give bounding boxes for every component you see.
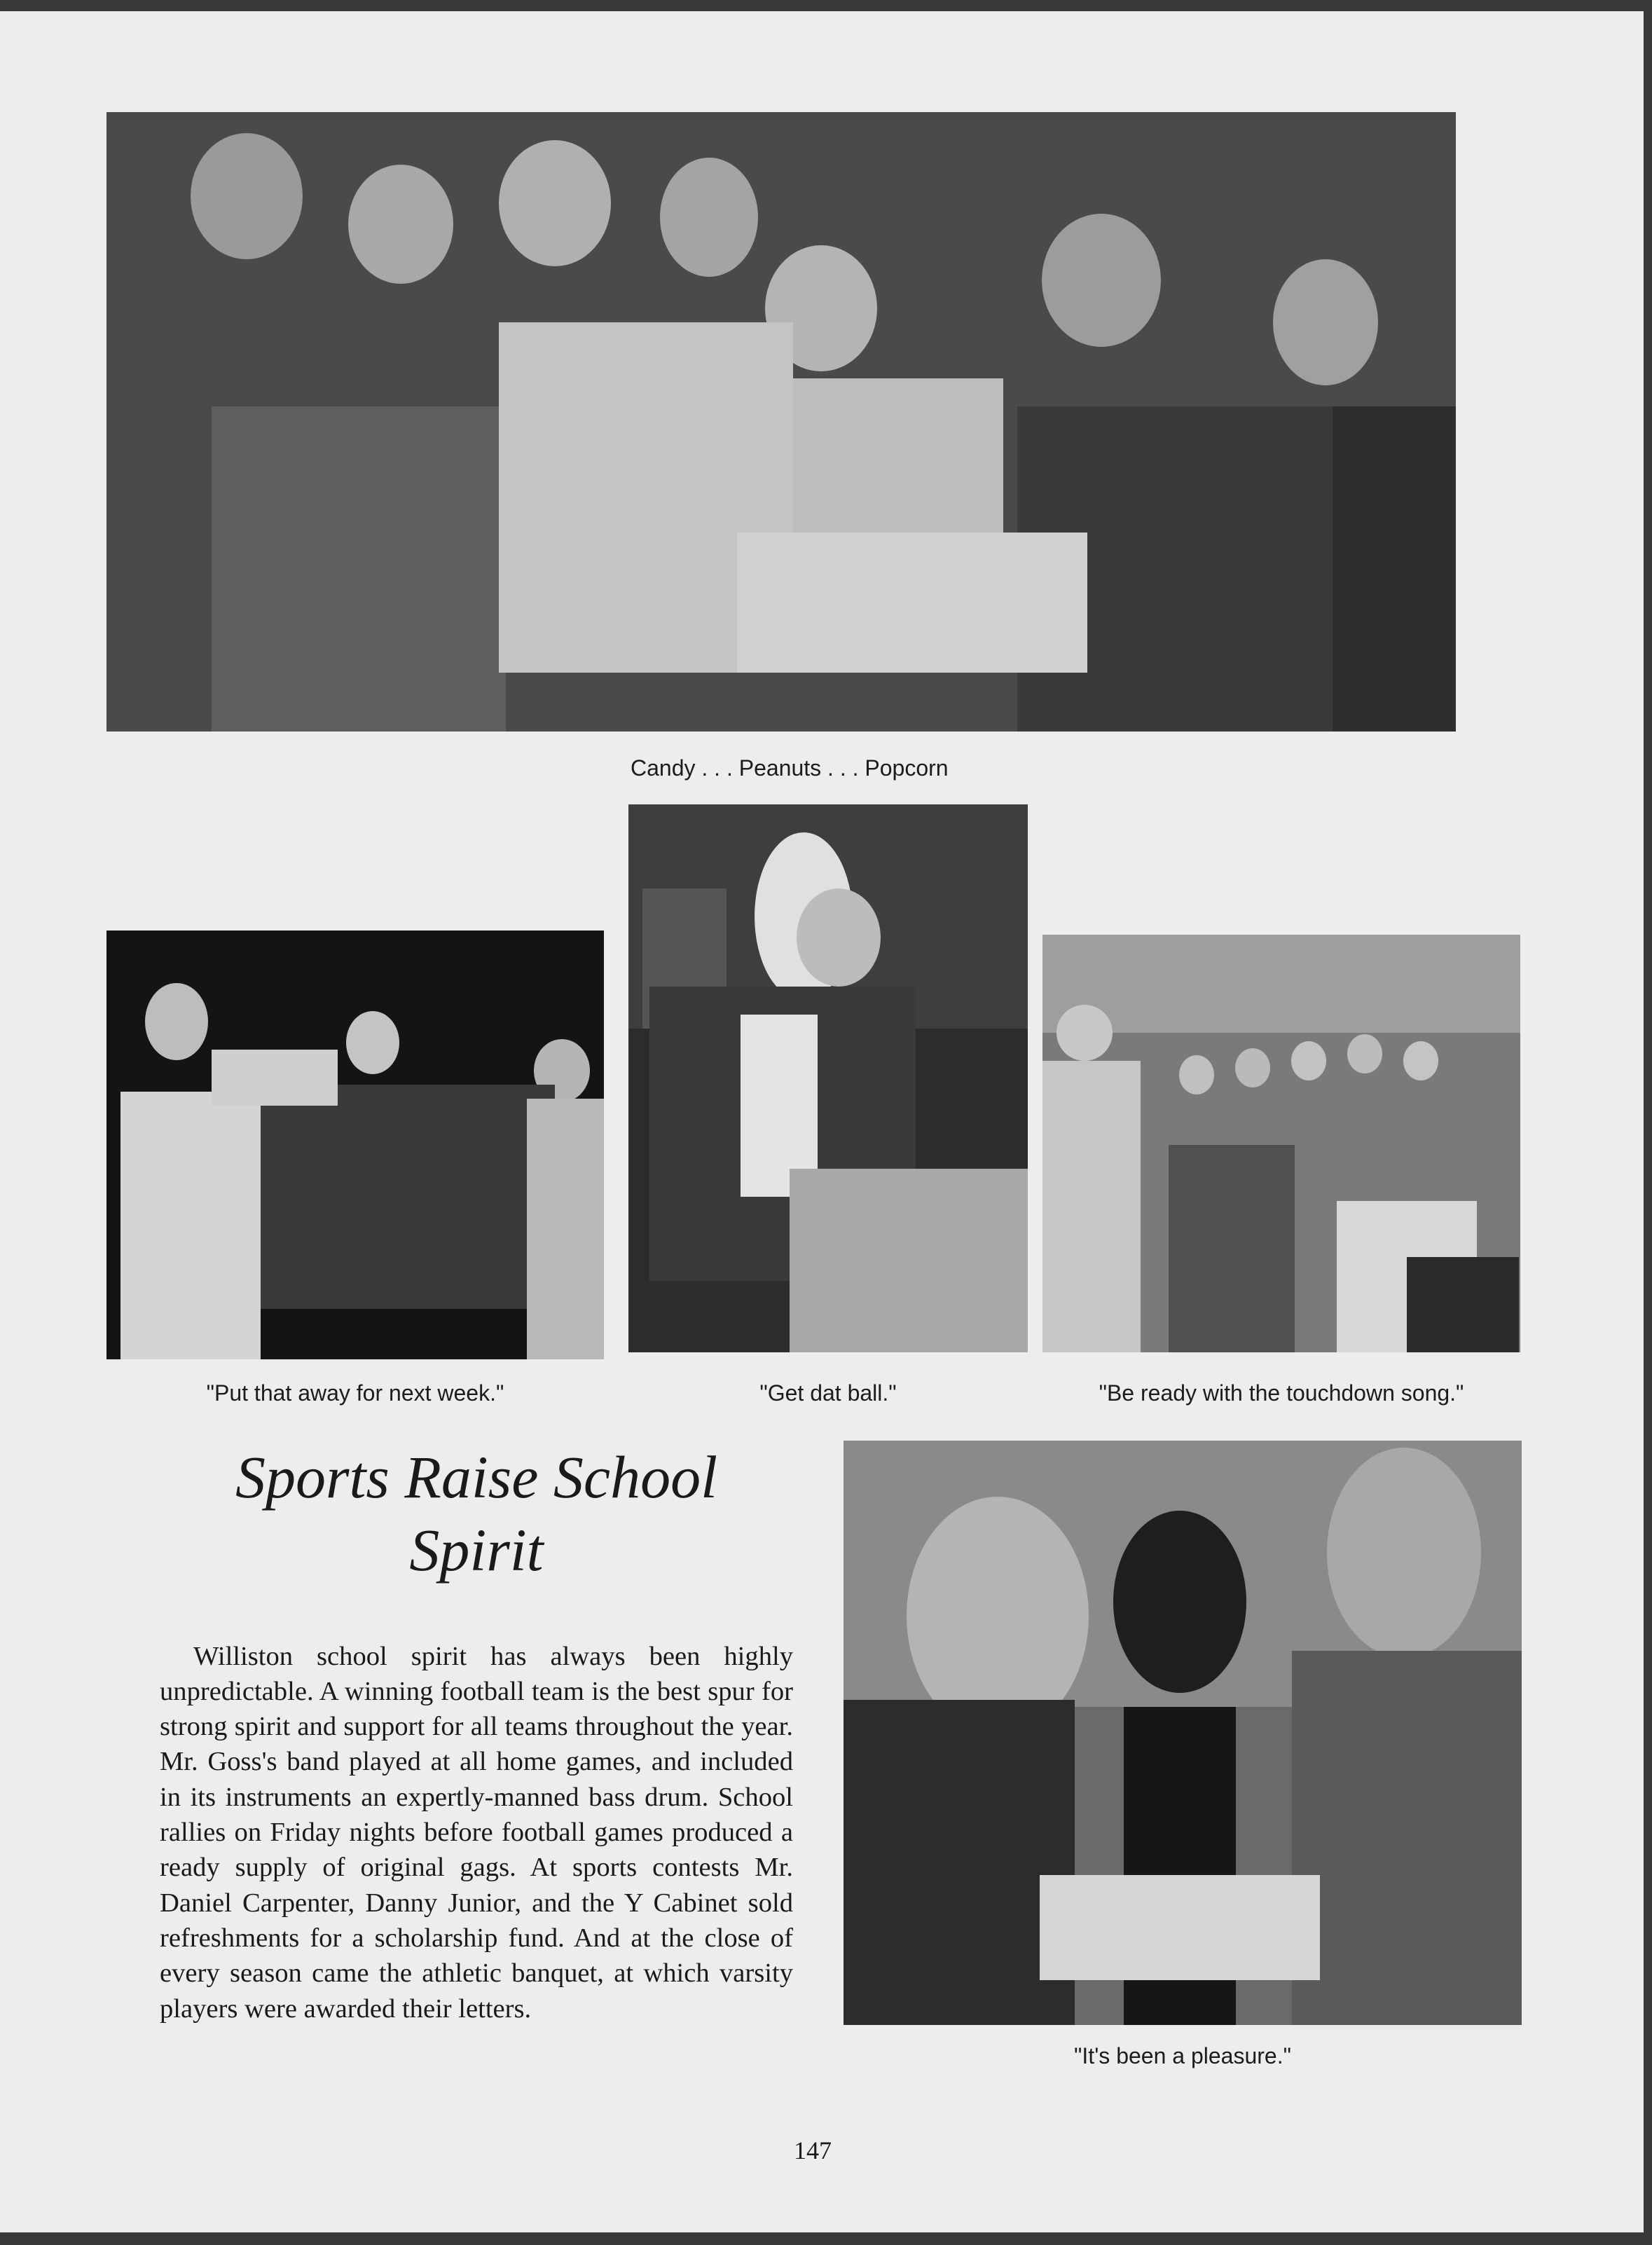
caption-top: Candy . . . Peanuts . . . Popcorn — [631, 755, 949, 781]
article-title-line2: Spirit — [409, 1516, 544, 1584]
photo-touchdown-song — [1042, 935, 1520, 1352]
caption-left: "Put that away for next week." — [206, 1380, 504, 1406]
article-body: Williston school spirit has always been highly unpredictable. A winning football team is the best spur for strong spirit and support for all teams throughout the year. Mr. Goss's band played at all home games, and included in its instruments an expertly-manned bass drum. School rallies on Friday nights before football games produced a ready supply of original gags. At sports contests Mr. Daniel Carpenter, Danny Junior, and the Y Cabinet sold refreshments for a scholarship fund. And at the close of every season came the athletic banquet, at which varsity players were awarded their letters. — [160, 1641, 793, 2024]
photo-rally-blanket — [106, 931, 604, 1359]
caption-right: "Be ready with the touchdown song." — [1099, 1380, 1464, 1406]
photo-crowd-refreshments — [106, 112, 1456, 732]
article-title — [154, 1441, 799, 1586]
photo-banquet — [844, 1441, 1522, 2025]
photo-get-dat-ball — [628, 804, 1028, 1352]
yearbook-page — [0, 11, 1644, 2232]
caption-middle: "Get dat ball." — [759, 1380, 897, 1406]
caption-bottom: "It's been a pleasure." — [1074, 2043, 1291, 2068]
article-title-line1: Sports Raise School — [235, 1443, 717, 1511]
page-number: 147 — [794, 2136, 832, 2164]
